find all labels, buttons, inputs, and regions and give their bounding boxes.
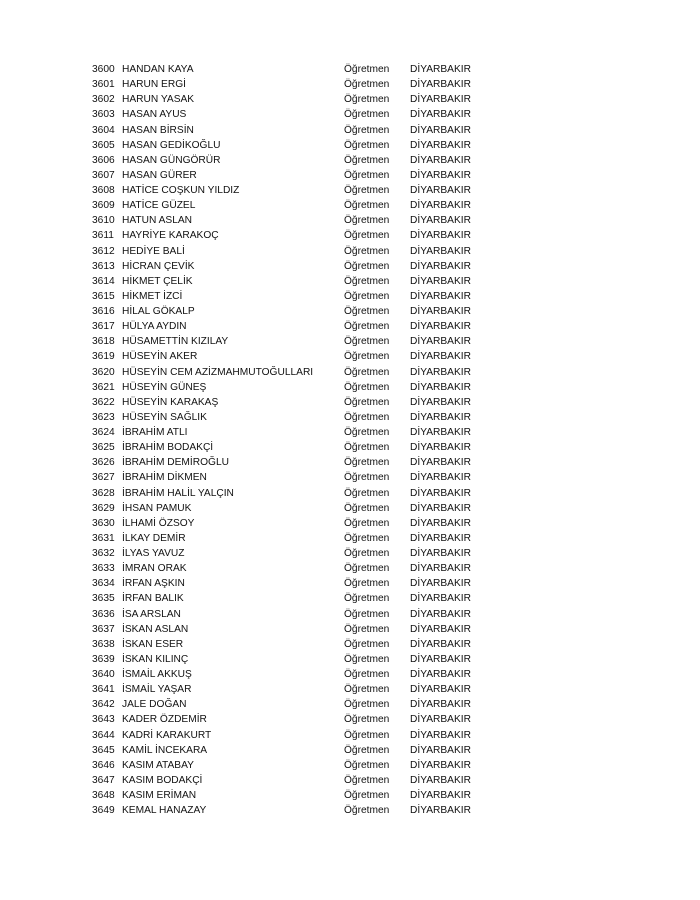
city: DİYARBAKIR — [410, 684, 471, 696]
row-number: 3612 — [92, 245, 115, 257]
row-number: 3624 — [92, 427, 115, 438]
list-row — [92, 470, 512, 485]
occupation: Öğretmen — [344, 608, 390, 620]
list-row — [92, 455, 512, 470]
person-name: HATİCE GÜZEL — [122, 200, 196, 212]
city: DİYARBAKIR — [410, 472, 471, 484]
occupation: Öğretmen — [344, 532, 390, 544]
occupation: Öğretmen — [344, 759, 390, 771]
city: DİYARBAKIR — [410, 517, 471, 529]
city: DİYARBAKIR — [410, 169, 471, 181]
occupation: Öğretmen — [344, 442, 390, 454]
list-row — [92, 501, 512, 516]
list-row — [92, 743, 512, 758]
list-row — [92, 591, 512, 606]
row-number: 3649 — [92, 805, 115, 817]
list-row — [92, 334, 512, 349]
list-row — [92, 153, 512, 168]
occupation: Öğretmen — [344, 230, 390, 242]
row-number: 3645 — [92, 744, 115, 756]
row-number: 3636 — [92, 608, 115, 620]
city: DİYARBAKIR — [410, 699, 471, 711]
occupation: Öğretmen — [344, 472, 390, 484]
city: DİYARBAKIR — [410, 411, 471, 423]
person-name: İLKAY DEMİR — [122, 532, 186, 544]
list-row — [92, 622, 512, 637]
row-number: 3646 — [92, 759, 115, 771]
city: DİYARBAKIR — [410, 487, 471, 499]
list-row — [92, 198, 512, 213]
person-name: İBRAHİM BODAKÇİ — [122, 442, 214, 454]
occupation: Öğretmen — [344, 94, 390, 106]
city: DİYARBAKIR — [410, 623, 471, 635]
row-number: 3635 — [92, 593, 115, 605]
list-row — [92, 425, 512, 440]
city: DİYARBAKIR — [410, 215, 471, 227]
row-number: 3619 — [92, 351, 115, 363]
row-number: 3634 — [92, 578, 115, 590]
row-number: 3601 — [92, 79, 115, 91]
row-number: 3605 — [92, 139, 115, 151]
person-name: HARUN ERGİ — [122, 79, 186, 91]
row-number: 3617 — [92, 321, 115, 333]
person-name: İBRAHİM HALİL YALÇIN — [122, 487, 234, 499]
row-number: 3618 — [92, 336, 115, 348]
row-number: 3607 — [92, 169, 115, 181]
city: DİYARBAKIR — [410, 366, 471, 378]
city: DİYARBAKIR — [410, 578, 471, 590]
person-name: İSA ARSLAN — [122, 608, 181, 620]
occupation: Öğretmen — [344, 487, 390, 499]
person-name: HİLAL GÖKALP — [122, 306, 195, 317]
city: DİYARBAKIR — [410, 608, 471, 620]
list-row — [92, 349, 512, 364]
city: DİYARBAKIR — [410, 457, 471, 469]
city: DİYARBAKIR — [410, 638, 471, 650]
row-number: 3639 — [92, 653, 115, 665]
occupation: Öğretmen — [344, 64, 390, 75]
person-name: HÜSEYİN GÜNEŞ — [122, 381, 207, 393]
list-row — [92, 531, 512, 546]
city: DİYARBAKIR — [410, 154, 471, 166]
row-number: 3604 — [92, 124, 115, 136]
row-number: 3648 — [92, 790, 115, 801]
city: DİYARBAKIR — [410, 94, 471, 106]
person-name: KASIM ATABAY — [122, 759, 194, 771]
person-name: İLHAMİ ÖZSOY — [122, 517, 195, 529]
city: DİYARBAKIR — [410, 427, 471, 438]
occupation: Öğretmen — [344, 139, 390, 151]
person-name: İBRAHİM DEMİROĞLU — [122, 457, 229, 469]
city: DİYARBAKIR — [410, 260, 471, 272]
city: DİYARBAKIR — [410, 336, 471, 348]
person-name: HASAN GEDİKOĞLU — [122, 139, 221, 151]
row-number: 3629 — [92, 502, 115, 514]
row-number: 3630 — [92, 517, 115, 529]
row-number: 3641 — [92, 684, 115, 696]
city: DİYARBAKIR — [410, 306, 471, 317]
occupation: Öğretmen — [344, 411, 390, 423]
row-number: 3621 — [92, 381, 115, 393]
city: DİYARBAKIR — [410, 230, 471, 242]
city: DİYARBAKIR — [410, 396, 471, 408]
list-row — [92, 652, 512, 667]
city: DİYARBAKIR — [410, 744, 471, 756]
occupation: Öğretmen — [344, 215, 390, 227]
person-name: İRFAN AŞKIN — [122, 578, 185, 590]
person-name: İMRAN ORAK — [122, 563, 187, 575]
list-row — [92, 697, 512, 712]
row-number: 3633 — [92, 563, 115, 575]
row-number: 3615 — [92, 290, 115, 302]
occupation: Öğretmen — [344, 548, 390, 559]
occupation: Öğretmen — [344, 275, 390, 287]
list-row — [92, 319, 512, 334]
row-number: 3627 — [92, 472, 115, 484]
person-name: HASAN GÜNGÖRÜR — [122, 154, 221, 166]
row-number: 3620 — [92, 366, 115, 378]
person-name: İSKAN ASLAN — [122, 623, 189, 635]
person-name: HÜSEYİN KARAKAŞ — [122, 396, 219, 408]
city: DİYARBAKIR — [410, 563, 471, 575]
list-row — [92, 107, 512, 122]
occupation: Öğretmen — [344, 336, 390, 348]
list-row — [92, 228, 512, 243]
row-number: 3608 — [92, 185, 115, 196]
occupation: Öğretmen — [344, 200, 390, 212]
occupation: Öğretmen — [344, 669, 390, 680]
list-row — [92, 259, 512, 274]
row-number: 3642 — [92, 699, 115, 711]
city: DİYARBAKIR — [410, 714, 471, 726]
row-number: 3602 — [92, 94, 115, 106]
person-name: HİKMET İZCİ — [122, 290, 183, 302]
list-row — [92, 274, 512, 289]
occupation: Öğretmen — [344, 79, 390, 91]
person-name: HÜLYA AYDIN — [122, 321, 187, 333]
list-row — [92, 486, 512, 501]
occupation: Öğretmen — [344, 805, 390, 817]
occupation: Öğretmen — [344, 169, 390, 181]
row-number: 3638 — [92, 638, 115, 650]
row-number: 3644 — [92, 729, 115, 741]
row-number: 3606 — [92, 154, 115, 166]
list-row — [92, 123, 512, 138]
city: DİYARBAKIR — [410, 593, 471, 605]
list-row — [92, 667, 512, 682]
person-name: JALE DOĞAN — [122, 699, 187, 711]
row-number: 3616 — [92, 306, 115, 317]
list-row — [92, 561, 512, 576]
person-name: HÜSEYİN CEM AZİZMAHMUTOĞULLARI — [122, 366, 314, 378]
person-name: HANDAN KAYA — [122, 64, 194, 75]
city: DİYARBAKIR — [410, 321, 471, 333]
city: DİYARBAKIR — [410, 653, 471, 665]
occupation: Öğretmen — [344, 593, 390, 605]
list-row — [92, 304, 512, 319]
person-name: HASAN GÜRER — [122, 169, 197, 181]
list-row — [92, 183, 512, 198]
occupation: Öğretmen — [344, 109, 390, 121]
city: DİYARBAKIR — [410, 532, 471, 544]
occupation: Öğretmen — [344, 351, 390, 363]
list-row — [92, 682, 512, 697]
person-name: İBRAHİM ATLI — [122, 427, 188, 438]
city: DİYARBAKIR — [410, 729, 471, 741]
row-number: 3647 — [92, 774, 115, 786]
occupation: Öğretmen — [344, 699, 390, 711]
occupation: Öğretmen — [344, 502, 390, 514]
city: DİYARBAKIR — [410, 381, 471, 393]
list-row — [92, 289, 512, 304]
row-number: 3637 — [92, 623, 115, 635]
city: DİYARBAKIR — [410, 124, 471, 136]
list-row — [92, 77, 512, 92]
occupation: Öğretmen — [344, 381, 390, 393]
occupation: Öğretmen — [344, 623, 390, 635]
person-name: İSKAN ESER — [122, 638, 184, 650]
city: DİYARBAKIR — [410, 351, 471, 363]
city: DİYARBAKIR — [410, 548, 471, 559]
occupation: Öğretmen — [344, 124, 390, 136]
city: DİYARBAKIR — [410, 200, 471, 212]
person-name: İLYAS YAVUZ — [122, 548, 185, 559]
list-row — [92, 92, 512, 107]
list-row — [92, 788, 512, 803]
row-number: 3622 — [92, 396, 115, 408]
list-row — [92, 773, 512, 788]
city: DİYARBAKIR — [410, 290, 471, 302]
list-row — [92, 138, 512, 153]
list-row — [92, 637, 512, 652]
city: DİYARBAKIR — [410, 185, 471, 196]
list-row — [92, 516, 512, 531]
occupation: Öğretmen — [344, 774, 390, 786]
row-number: 3632 — [92, 548, 115, 559]
row-number: 3640 — [92, 669, 115, 680]
occupation: Öğretmen — [344, 321, 390, 333]
row-number: 3614 — [92, 275, 115, 287]
occupation: Öğretmen — [344, 366, 390, 378]
row-number: 3600 — [92, 64, 115, 75]
person-name: HATİCE COŞKUN YILDIZ — [122, 185, 240, 196]
person-name: İHSAN PAMUK — [122, 502, 192, 514]
person-name: HASAN BİRSİN — [122, 124, 194, 136]
list-row — [92, 168, 512, 183]
person-name: İSMAİL YAŞAR — [122, 684, 192, 696]
list-row — [92, 712, 512, 727]
list-row — [92, 607, 512, 622]
city: DİYARBAKIR — [410, 669, 471, 680]
list-row — [92, 440, 512, 455]
city: DİYARBAKIR — [410, 139, 471, 151]
person-name: İSMAİL AKKUŞ — [122, 669, 192, 680]
occupation: Öğretmen — [344, 185, 390, 196]
person-name: HÜSEYİN AKER — [122, 351, 198, 363]
occupation: Öğretmen — [344, 578, 390, 590]
occupation: Öğretmen — [344, 154, 390, 166]
person-name: İSKAN KILINÇ — [122, 653, 189, 665]
person-name: İBRAHİM DİKMEN — [122, 472, 207, 484]
person-name: HÜSEYİN SAĞLIK — [122, 411, 207, 423]
list-row — [92, 365, 512, 380]
city: DİYARBAKIR — [410, 109, 471, 121]
occupation: Öğretmen — [344, 684, 390, 696]
list-row — [92, 213, 512, 228]
person-name: HAYRİYE KARAKOÇ — [122, 230, 219, 242]
person-name: KADRİ KARAKURT — [122, 729, 212, 741]
city: DİYARBAKIR — [410, 759, 471, 771]
list-row — [92, 546, 512, 561]
list-row — [92, 576, 512, 591]
list-row — [92, 803, 512, 818]
occupation: Öğretmen — [344, 790, 390, 801]
occupation: Öğretmen — [344, 457, 390, 469]
person-name: HARUN YASAK — [122, 94, 195, 106]
occupation: Öğretmen — [344, 245, 390, 257]
row-number: 3613 — [92, 260, 115, 272]
city: DİYARBAKIR — [410, 245, 471, 257]
person-name: HİCRAN ÇEVİK — [122, 260, 195, 272]
occupation: Öğretmen — [344, 260, 390, 272]
city: DİYARBAKIR — [410, 442, 471, 454]
row-number: 3631 — [92, 532, 115, 544]
row-number: 3626 — [92, 457, 115, 469]
occupation: Öğretmen — [344, 396, 390, 408]
list-row — [92, 62, 512, 77]
person-name: KASIM BODAKÇİ — [122, 774, 203, 786]
person-name: HASAN AYUS — [122, 109, 187, 121]
occupation: Öğretmen — [344, 306, 390, 317]
city: DİYARBAKIR — [410, 275, 471, 287]
person-name: KASIM ERİMAN — [122, 790, 197, 801]
person-name: HATUN ASLAN — [122, 215, 193, 227]
name-list — [92, 62, 512, 818]
person-name: İRFAN BALIK — [122, 593, 184, 605]
list-row — [92, 380, 512, 395]
person-name: HİKMET ÇELİK — [122, 275, 193, 287]
row-number: 3609 — [92, 200, 115, 212]
occupation: Öğretmen — [344, 729, 390, 741]
occupation: Öğretmen — [344, 290, 390, 302]
occupation: Öğretmen — [344, 744, 390, 756]
row-number: 3611 — [92, 230, 114, 242]
row-number: 3625 — [92, 442, 115, 454]
row-number: 3610 — [92, 215, 115, 227]
person-name: HEDİYE BALİ — [122, 245, 185, 257]
person-name: HÜSAMETTİN KIZILAY — [122, 336, 229, 348]
list-row — [92, 410, 512, 425]
row-number: 3603 — [92, 109, 115, 121]
city: DİYARBAKIR — [410, 79, 471, 91]
city: DİYARBAKIR — [410, 64, 471, 75]
person-name: KADER ÖZDEMİR — [122, 714, 207, 726]
occupation: Öğretmen — [344, 653, 390, 665]
row-number: 3643 — [92, 714, 115, 726]
person-name: KAMİL İNCEKARA — [122, 744, 208, 756]
row-number: 3628 — [92, 487, 115, 499]
city: DİYARBAKIR — [410, 502, 471, 514]
occupation: Öğretmen — [344, 714, 390, 726]
occupation: Öğretmen — [344, 517, 390, 529]
list-row — [92, 395, 512, 410]
list-row — [92, 244, 512, 259]
row-number: 3623 — [92, 411, 115, 423]
occupation: Öğretmen — [344, 563, 390, 575]
city: DİYARBAKIR — [410, 774, 471, 786]
city: DİYARBAKIR — [410, 790, 471, 801]
list-row — [92, 728, 512, 743]
list-row — [92, 758, 512, 773]
occupation: Öğretmen — [344, 427, 390, 438]
occupation: Öğretmen — [344, 638, 390, 650]
person-name: KEMAL HANAZAY — [122, 805, 207, 817]
city: DİYARBAKIR — [410, 805, 471, 817]
